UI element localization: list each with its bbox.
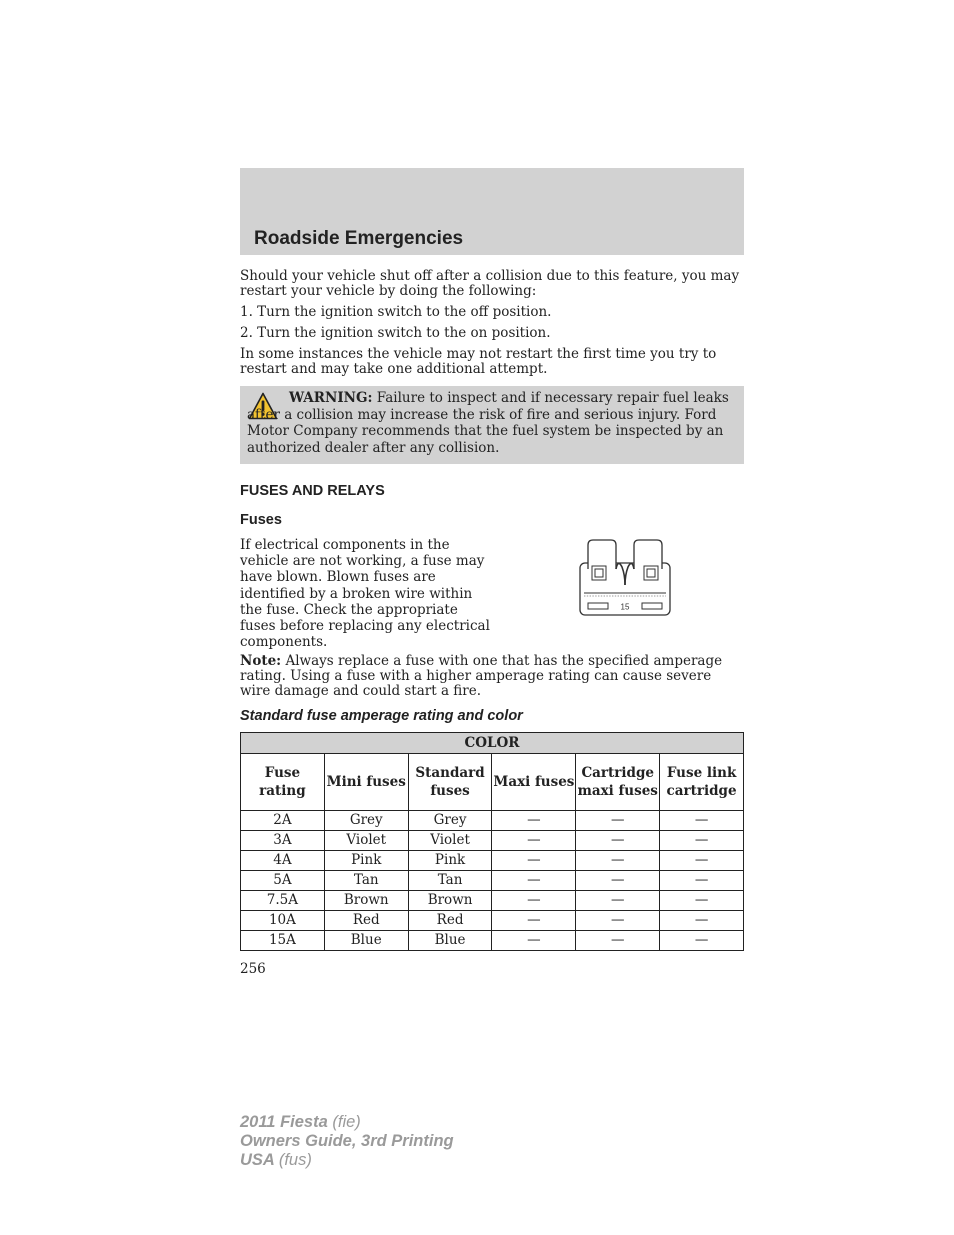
warning-text <box>247 390 733 456</box>
table-cell: — <box>492 891 576 911</box>
table-cell: — <box>576 891 660 911</box>
table-cell: Tan <box>324 871 408 891</box>
table-cell: Tan <box>408 871 492 891</box>
table-cell: 3A <box>241 831 325 851</box>
column-header: Standard fuses <box>408 754 492 811</box>
fuse-illustration <box>578 537 672 617</box>
step-2: 2. Turn the ignition switch to the on position. <box>240 325 551 341</box>
table-cell: — <box>660 831 744 851</box>
footer-region: USA <box>240 1151 275 1169</box>
table-cell: — <box>660 891 744 911</box>
table-cell: — <box>492 811 576 831</box>
table-cell: — <box>576 871 660 891</box>
table-cell: — <box>492 871 576 891</box>
table-cell: Pink <box>408 851 492 871</box>
column-header: Maxi fuses <box>492 754 576 811</box>
table-cell: — <box>492 911 576 931</box>
fuses-relays-heading: FUSES AND RELAYS <box>240 483 385 499</box>
footer-model: 2011 Fiesta <box>240 1113 328 1131</box>
table-cell: Grey <box>324 811 408 831</box>
table-cell: 5A <box>241 871 325 891</box>
footer-line-3 <box>240 1151 454 1170</box>
table-cell: — <box>660 931 744 951</box>
table-row <box>241 811 744 831</box>
table-cell: Brown <box>408 891 492 911</box>
table-cell: — <box>660 871 744 891</box>
table-cell: — <box>660 911 744 931</box>
footer-region-code: (fus) <box>278 1151 312 1169</box>
table-cell: — <box>576 811 660 831</box>
table-body <box>241 811 744 951</box>
table-cell: Violet <box>408 831 492 851</box>
step-1: 1. Turn the ignition switch to the off position. <box>240 304 552 320</box>
table-cell: — <box>492 831 576 851</box>
section-title: Roadside Emergencies <box>254 228 464 249</box>
warning-body: Failure to inspect and if necessary repair fuel leaks after a collision may increase the risk of fire and serious injury. Ford Motor Company recommends that the fuel system be inspected by an authorized dealer after any collision. <box>247 390 729 456</box>
table-cell: Grey <box>408 811 492 831</box>
page-number: 256 <box>240 961 266 977</box>
table-cell: — <box>576 931 660 951</box>
column-header: Fuse link cartridge <box>660 754 744 811</box>
restart-note-paragraph: In some instances the vehicle may not restart the first time you try to restart and may take one additional attempt. <box>240 346 717 377</box>
table-cell: — <box>492 931 576 951</box>
table-cell: Red <box>324 911 408 931</box>
table-cell: — <box>492 851 576 871</box>
warning-box <box>240 386 744 464</box>
table-cell: — <box>660 851 744 871</box>
footer-line-2: Owners Guide, 3rd Printing <box>240 1132 454 1150</box>
table-row <box>241 851 744 871</box>
column-header: Mini fuses <box>324 754 408 811</box>
table-row <box>241 871 744 891</box>
table-row <box>241 891 744 911</box>
fuses-subheading: Fuses <box>240 512 282 528</box>
table-cell: — <box>576 831 660 851</box>
intro-paragraph: Should your vehicle shut off after a collision due to this feature, you may restart your vehicle by doing the following: <box>240 268 740 299</box>
table-cell: Pink <box>324 851 408 871</box>
table-cell: Red <box>408 911 492 931</box>
fuse-color-table <box>240 732 744 951</box>
table-cell: — <box>660 811 744 831</box>
footer-model-code: (fie) <box>332 1113 361 1131</box>
section-banner <box>240 168 744 255</box>
table-row <box>241 931 744 951</box>
table-cell: — <box>576 911 660 931</box>
note-text: Always replace a fuse with one that has the specified amperage rating. Using a fuse with a higher amperage rating can cause severe wire damage and could start a fire. <box>240 653 723 699</box>
table-cell: Blue <box>324 931 408 951</box>
column-header: Cartridge maxi fuses <box>576 754 660 811</box>
footer-line-1 <box>240 1113 454 1132</box>
footer <box>240 1113 454 1170</box>
fuse-amperage-label: 15 <box>620 602 630 612</box>
column-header: Fuse rating <box>241 754 325 811</box>
table-cell: 4A <box>241 851 325 871</box>
table-cell: Violet <box>324 831 408 851</box>
fuses-body: If electrical components in the vehicle are not working, a fuse may have blown. Blown fuses are identified by a broken wire within the fuse. Check the appropriate fuses before replacing any electrical components. <box>240 537 490 651</box>
table-caption: Standard fuse amperage rating and color <box>240 708 523 724</box>
table-row <box>241 831 744 851</box>
note-label: Note: <box>240 653 282 669</box>
table-cell: Blue <box>408 931 492 951</box>
table-cell: Brown <box>324 891 408 911</box>
table-cell: 10A <box>241 911 325 931</box>
warning-label: WARNING: <box>289 390 373 406</box>
table-cell: 2A <box>241 811 325 831</box>
table-cell: 7.5A <box>241 891 325 911</box>
table-row <box>241 911 744 931</box>
note-paragraph <box>240 654 744 699</box>
table-cell: 15A <box>241 931 325 951</box>
color-group-header: COLOR <box>241 733 744 754</box>
table-cell: — <box>576 851 660 871</box>
